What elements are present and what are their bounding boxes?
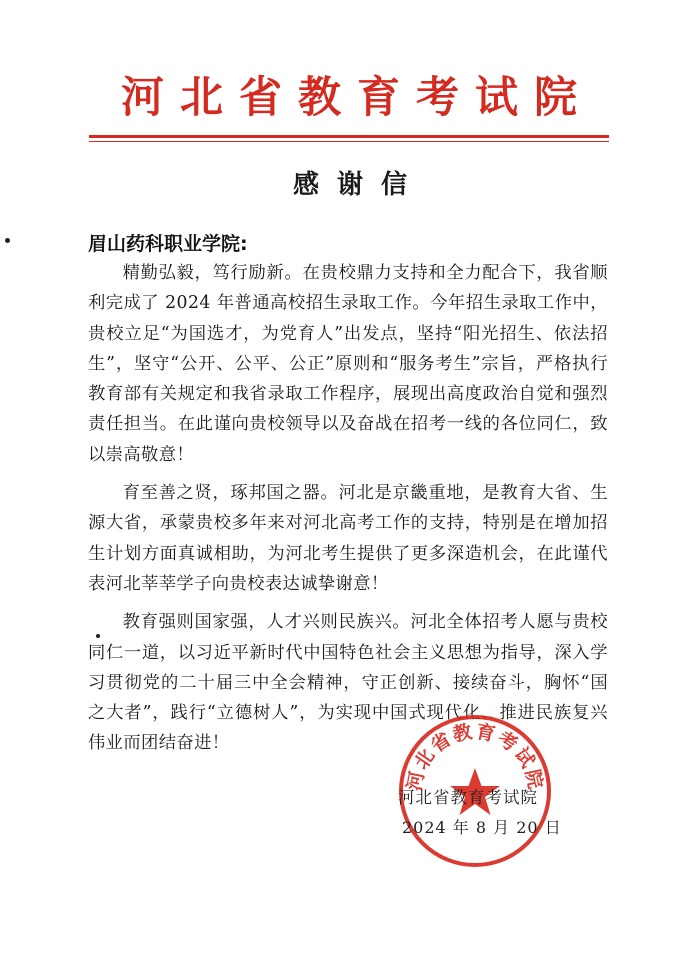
scan-mark [5, 238, 10, 243]
signature-organization: 河北省教育考试院 [398, 788, 538, 807]
letterhead-rule-thick [89, 135, 609, 138]
signature-date: 2024 年 8 月 20 日 [402, 818, 562, 837]
body-paragraph-3: 教育强则国家强，人才兴则民族兴。河北全体招考人愿与贵校同仁一道，以习近平新时代中国特色社会主义思想为指导，深入学习贯彻党的二十届三中全会精神，守正创新、接续奋斗，胸怀“国之大者”，践行“立德树人”，为实现中国式现代化、推进民族复兴伟业而团结奋进！ [88, 612, 608, 754]
letter-title: 感谢信 [292, 170, 425, 200]
body-paragraph-2: 育至善之贤，琢邦国之器。河北是京畿重地，是教育大省、生源大省，承蒙贵校多年来对河北高考工作的支持，特别是在增加招生计划方面真诚相助，为河北考生提供了更多深造机会，在此谨代表河北莘莘学子向贵校表达诚挚谢意！ [88, 483, 608, 594]
salutation: 眉山药科职业学院: [88, 233, 248, 255]
letterhead-rule-thin [89, 141, 609, 142]
letterhead-organization: 河北省教育考试院 [121, 73, 593, 123]
seal-text: 河北省教育考试院 [403, 720, 547, 793]
letter-body [88, 258, 608, 767]
body-paragraph-1: 精勤弘毅，笃行励新。在贵校鼎力支持和全力配合下，我省顺利完成了 2024 年普通高校招生录取工作。今年招生录取工作中，贵校立足“为国选才，为党育人”出发点，坚持“阳光招生、依法招生”，坚守“公开、公平、公正”原则和“服务考生”宗旨，严格执行教育部有关规定和我省录取工作程序，展现出高度政治自觉和强烈责任担当。在此谨向贵校领导以及奋战在招考一线的各位同仁，致以崇高敬意！ [88, 263, 608, 465]
scan-mark [96, 634, 100, 638]
